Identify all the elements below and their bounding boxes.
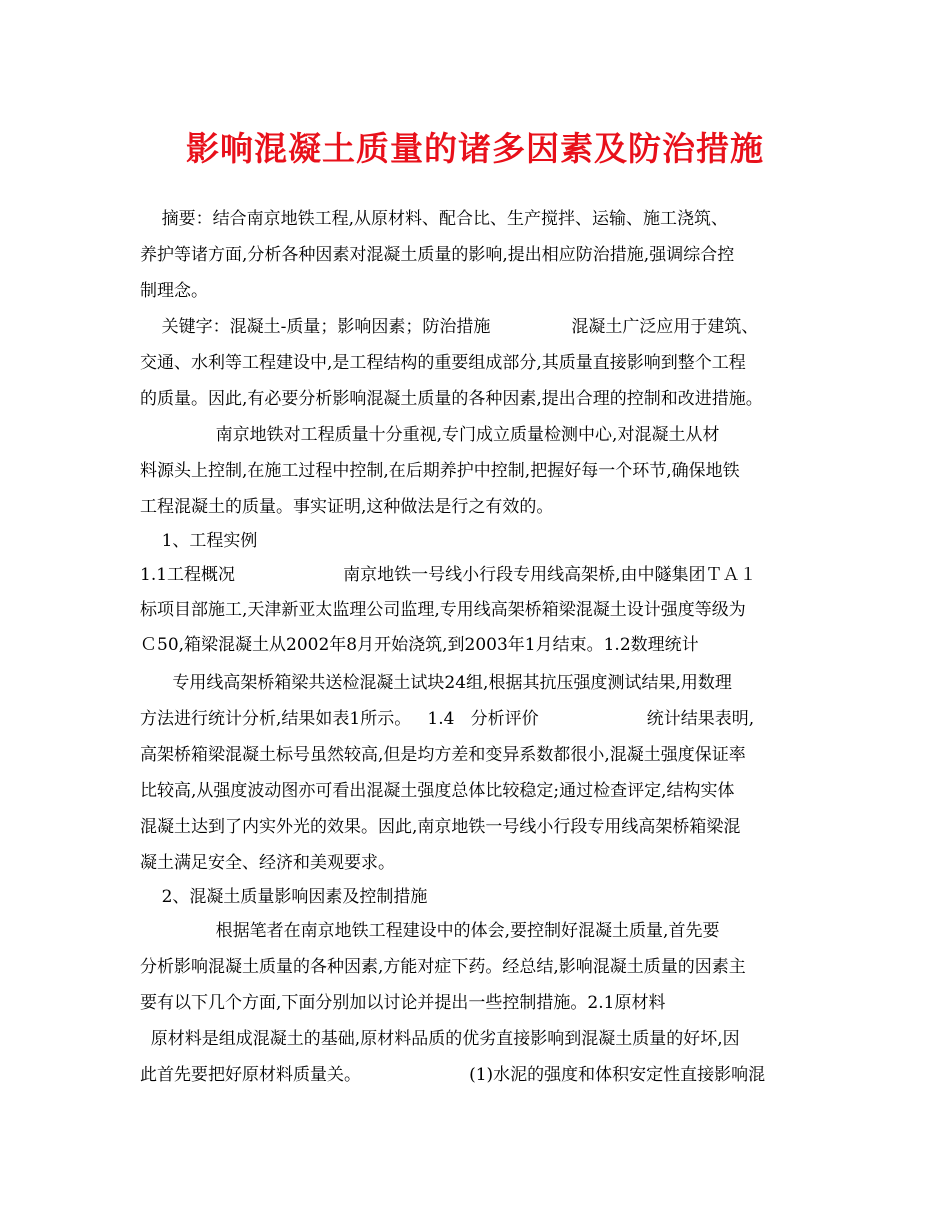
body-line: 南京地铁对工程质量十分重视,专门成立质量检测中心,对混凝土从材 <box>140 425 720 445</box>
body-line: 高架桥箱梁混凝土标号虽然较高,但是均方差和变异系数都很小,混凝土强度保证率 <box>140 745 746 765</box>
body-line: 专用线高架桥箱梁共送检混凝土试块24组,根据其抗压强度测试结果,用数理 <box>140 673 732 693</box>
body-line: 关键字：混凝土-质量；影响因素；防治措施 混凝土广泛应用于建筑、 <box>140 317 759 337</box>
body-line: 料源头上控制,在施工过程中控制,在后期养护中控制,把握好每一个环节,确保地铁 <box>140 461 740 481</box>
body-line: 此首先要把好原材料质量关。 (1)水泥的强度和体积安定性直接影响混 <box>140 1065 766 1085</box>
section-heading: 1、工程实例 <box>140 531 258 551</box>
body-line: 摘要：结合南京地铁工程,从原材料、配合比、生产搅拌、运输、施工浇筑、 <box>140 209 729 229</box>
section-heading: 2、混凝土质量影响因素及控制措施 <box>140 887 428 907</box>
body-line: 比较高,从强度波动图亦可看出混凝土强度总体比较稳定;通过检查评定,结构实体 <box>140 781 735 801</box>
body-line: Ｃ50,箱梁混凝土从2002年8月开始浇筑,到2003年1月结束。1.2数理统计 <box>140 635 699 655</box>
body-line: 混凝土达到了内实外光的效果。因此,南京地铁一号线小行段专用线高架桥箱梁混 <box>140 817 741 837</box>
body-line: 制理念。 <box>140 281 208 301</box>
body-line: 交通、水利等工程建设中,是工程结构的重要组成部分,其质量直接影响到整个工程 <box>140 353 746 373</box>
body-line: 方法进行统计分析,结果如表1所示。 1.4 分析评价 统计结果表明, <box>140 709 755 729</box>
body-line: 原材料是组成混凝土的基础,原材料品质的优劣直接影响到混凝土质量的好坏,因 <box>140 1029 740 1049</box>
body-line: 1.1工程概况 南京地铁一号线小行段专用线高架桥,由中隧集团ＴＡ１ <box>140 565 757 585</box>
body-line: 要有以下几个方面,下面分别加以讨论并提出一些控制措施。2.1原材料 <box>140 993 666 1013</box>
body-line: 分析影响混凝土质量的各种因素,方能对症下药。经总结,影响混凝土质量的因素主 <box>140 957 746 977</box>
body-line: 养护等诸方面,分析各种因素对混凝土质量的影响,提出相应防治措施,强调综合控 <box>140 245 735 265</box>
body-line: 凝土满足安全、经济和美观要求。 <box>140 853 395 873</box>
body-line: 的质量。因此,有必要分析影响混凝土质量的各种因素,提出合理的控制和改进措施。 <box>140 389 763 409</box>
body-line: 工程混凝土的质量。事实证明,这种做法是行之有效的。 <box>140 497 554 517</box>
body-line: 根据笔者在南京地铁工程建设中的体会,要控制好混凝土质量,首先要 <box>140 921 720 941</box>
body-line: 标项目部施工,天津新亚太监理公司监理,专用线高架桥箱梁混凝土设计强度等级为 <box>140 600 746 620</box>
document-title: 影响混凝土质量的诸多因素及防治措施 <box>186 129 764 168</box>
